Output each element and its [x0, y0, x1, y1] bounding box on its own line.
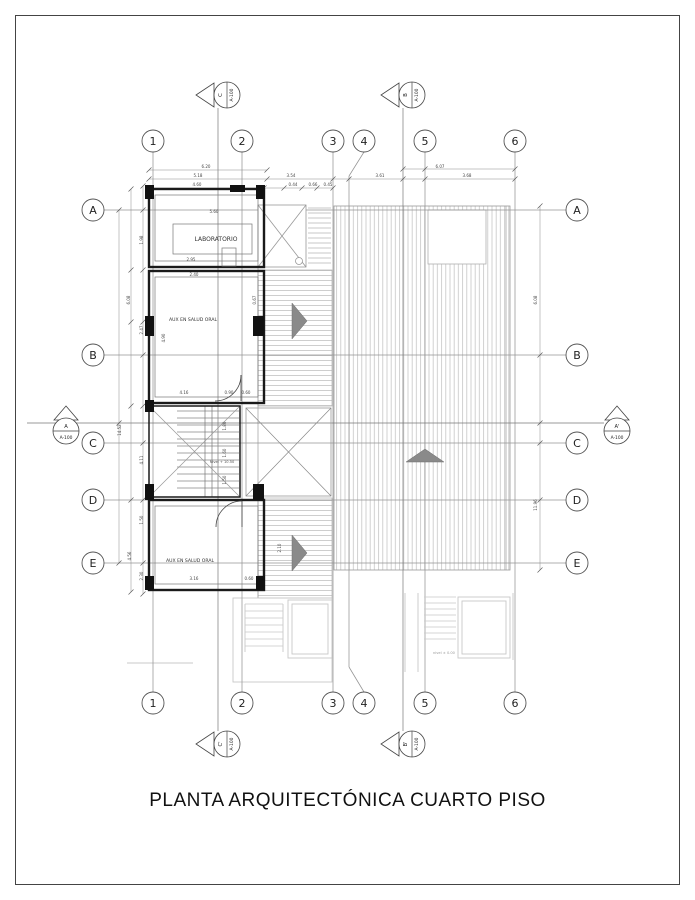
section-marker-arrow-icon: [381, 83, 399, 107]
grid-bubble-left-D-label: D: [88, 493, 98, 507]
grid-bubble-bottom-2-label: 2: [238, 696, 246, 710]
section-marker-sheet: A-100: [59, 436, 73, 441]
dimension-label: 3.54: [286, 173, 296, 178]
grid-bubble-left-E-label: E: [89, 556, 97, 570]
dimension-label: 6.08: [126, 295, 131, 305]
section-marker-arrow-icon: [381, 732, 399, 756]
dimension-label: 3.16: [189, 576, 199, 581]
grid-bubble-top-1-label: 1: [149, 134, 157, 148]
dimension-label: 5.60: [209, 209, 219, 214]
dimension-label: 14.52: [117, 424, 122, 436]
lower-floor-ghost: [127, 593, 513, 682]
dimension-label: 0.60: [244, 576, 254, 581]
grid-bubble-top-6-label: 6: [511, 134, 519, 148]
grid-line-4: [349, 667, 364, 692]
section-marker-ref: A': [614, 424, 620, 430]
wall-piers: [145, 185, 265, 590]
grid-bubble-bottom-1-label: 1: [149, 696, 157, 710]
dimension-label: 11.96: [533, 499, 538, 511]
drawing-title: PLANTA ARQUITECTÓNICA CUARTO PISO: [149, 790, 546, 811]
section-marker-sheet: A-100: [230, 88, 235, 102]
dimension-label: 1.98: [139, 235, 144, 245]
dimension-label: 4.60: [192, 182, 202, 187]
deck-hatch-upper: [258, 270, 332, 406]
grid-bubble-left-A-label: A: [89, 203, 97, 217]
room-label: LABORATORIO: [194, 236, 238, 243]
dimension-label: 1.80: [222, 421, 227, 431]
grid-bubble-left-C-label: C: [89, 436, 97, 450]
level-note: nivel ± 0.00: [433, 651, 455, 655]
section-marker-sheet: A-100: [610, 436, 624, 441]
dimension-label: 1.50: [139, 515, 144, 525]
dimension-label: 2.40: [189, 272, 199, 277]
room-label: AUX EN SALUD ORAL: [168, 318, 218, 323]
grid-bubble-top-4-label: 4: [360, 134, 368, 148]
dimension-label: 0.60: [241, 390, 251, 395]
dimension-label: 0.90: [224, 390, 234, 395]
grid-bubble-right-D-label: D: [572, 493, 582, 507]
section-marker-ref: B: [403, 93, 409, 97]
grid-bubble-top-5-label: 5: [421, 134, 429, 148]
grid-bubble-right-C-label: C: [573, 436, 581, 450]
grid-bubble-bottom-5-label: 5: [421, 696, 429, 710]
dimension-label: 2.47: [139, 325, 144, 335]
dimension-label: 4.90: [161, 333, 166, 343]
section-marker-sheet: A-100: [415, 88, 420, 102]
section-marker-sheet: A-100: [415, 737, 420, 751]
grid-bubble-top-2-label: 2: [238, 134, 246, 148]
grid-bubble-bottom-4-label: 4: [360, 696, 368, 710]
dimension-label: 6.20: [201, 164, 211, 169]
dimension-label: 2.10: [277, 543, 282, 553]
dimension-label: 4.11: [139, 455, 144, 465]
section-marker-sheet: A-100: [230, 737, 235, 751]
grid-bubble-bottom-6-label: 6: [511, 696, 519, 710]
dimension-label: 1.60: [222, 448, 227, 458]
room-label: AUX EN SALUD ORAL: [165, 559, 215, 564]
grid-lines: [27, 108, 604, 731]
dimension-label: 0.67: [252, 295, 257, 305]
grid-bubble-left-B-label: B: [89, 348, 97, 362]
dimension-label: 0.66: [308, 182, 318, 187]
section-marker-arrow-icon: [196, 83, 214, 107]
dimension-label: 5.18: [193, 173, 203, 178]
level-note: Nivel + 10.50: [209, 460, 235, 464]
grid-bubble-bottom-3-label: 3: [329, 696, 337, 710]
section-marker-arrow-icon: [196, 732, 214, 756]
deck-skylight: [258, 205, 306, 267]
section-marker-ref: B': [403, 741, 409, 747]
dimension-label: 4.16: [179, 390, 189, 395]
grid-bubble-right-A-label: A: [573, 203, 581, 217]
dimension-label: 6.08: [533, 295, 538, 305]
section-marker-ref: C: [218, 93, 224, 97]
grid-bubble-right-B-label: B: [573, 348, 581, 362]
dimension-label: 2.30: [139, 571, 144, 581]
dimension-label: 3.61: [375, 173, 385, 178]
dimension-label: 6.07: [435, 164, 445, 169]
roof-skylight: [428, 210, 486, 264]
dimension-label: 0.45: [323, 182, 333, 187]
section-marker-ref: C': [218, 741, 224, 747]
grid-bubble-right-E-label: E: [573, 556, 581, 570]
dimension-label: 0.44: [288, 182, 298, 187]
dimension-label: 1.50: [222, 475, 227, 485]
door-swings: [215, 375, 242, 527]
void-x: [246, 408, 331, 496]
dimension-label: 2.95: [186, 257, 196, 262]
grid-bubble-top-3-label: 3: [329, 134, 337, 148]
dimension-label: 4.56: [127, 551, 132, 561]
grid-line-4: [349, 152, 364, 176]
section-marker-ref: A: [64, 424, 68, 430]
dimension-label: 3.68: [462, 173, 472, 178]
